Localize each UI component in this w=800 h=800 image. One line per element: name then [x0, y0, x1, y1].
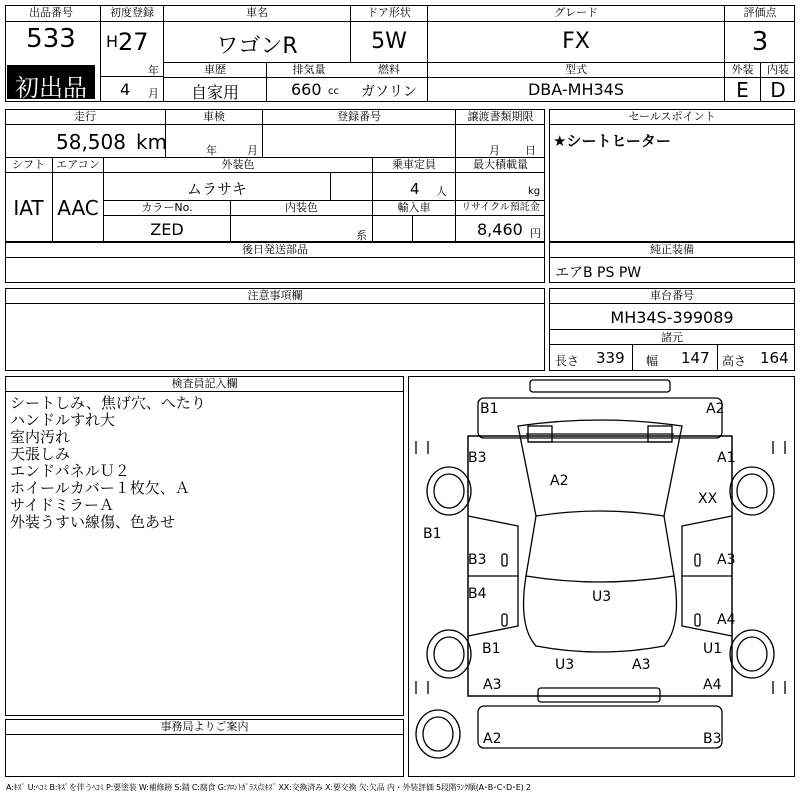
damage-mark: B1 — [482, 641, 501, 657]
damage-mark: A4 — [717, 612, 736, 628]
damage-mark: A1 — [717, 450, 736, 466]
mileage-label: 走行 — [74, 110, 96, 123]
model-label: 型式 — [565, 63, 587, 76]
later-parts-label: 後日発送部品 — [242, 243, 308, 256]
damage-mark: A2 — [550, 473, 569, 489]
shift: IAT — [13, 196, 44, 220]
damage-mark: U3 — [555, 657, 575, 673]
note-line: サイドミラーＡ — [10, 496, 114, 514]
damage-mark: B3 — [468, 450, 487, 466]
recycle-label: リサイクル預託金 — [461, 202, 540, 213]
capacity-label: 乗車定員 — [392, 158, 436, 171]
damage-mark: B3 — [468, 552, 487, 568]
door-type: 5W — [371, 29, 407, 54]
width-value: 147 — [681, 349, 710, 367]
transfer-month-unit: 月 — [489, 144, 500, 157]
note-line: 室内汚れ — [10, 428, 71, 446]
load-unit: kg — [528, 186, 541, 197]
damage-mark: A4 — [703, 677, 722, 693]
mileage: 58,508 — [56, 130, 126, 154]
int-color-label: 内装色 — [285, 201, 318, 214]
lot-number-label: 出品番号 — [29, 6, 73, 19]
model-code: DBA-MH34S — [527, 80, 624, 99]
fuel-label: 燃料 — [378, 63, 400, 76]
damage-mark: B4 — [468, 586, 487, 602]
damage-mark: A3 — [632, 657, 651, 673]
legend-text: A:ｷｽﾞ U:ﾍｺﾐ B:ｷｽﾞを伴うﾍｺﾐ P:要塗装 W:補修跡 S:錆 C:腐食 G:ﾌﾛﾝﾄｶﾞﾗｽ点ｷｽﾞ XX:交換済み X:要交換 欠:欠品 内・外装評価 5段階ﾗﾝｸ順(A･B･C･D･E) 2 — [6, 783, 531, 792]
ac-label: エアコン — [56, 158, 100, 171]
history: 自家用 — [190, 83, 239, 102]
first-reg-label: 初度登録 — [110, 6, 154, 19]
chassis-number: MH34S-399089 — [610, 308, 734, 327]
inspector-notes — [10, 395, 206, 531]
inspector-label: 検査員記入欄 — [171, 377, 238, 390]
year-unit: 年 — [148, 64, 159, 77]
height-label: 高さ — [722, 354, 747, 368]
displacement: 660 — [291, 80, 322, 99]
length-value: 339 — [596, 349, 625, 367]
length-label: 長さ — [555, 354, 580, 368]
lot-number: 533 — [26, 24, 76, 54]
specs-label: 諸元 — [661, 331, 683, 344]
inspection-month-unit: 月 — [247, 144, 258, 157]
int-score: D — [770, 78, 786, 102]
genuine-label: 純正装備 — [650, 243, 694, 256]
recycle-unit: 円 — [530, 227, 541, 240]
car-diagram — [408, 376, 795, 777]
color-label: 外装色 — [221, 158, 255, 171]
note-line: 外装うすい線傷、色あせ — [10, 513, 176, 531]
transfer-day-unit: 日 — [525, 144, 536, 157]
capacity: 4 — [410, 180, 420, 198]
grade-label: グレード — [554, 6, 598, 19]
car-name-label: 車名 — [246, 6, 268, 19]
sales-point-label: セールスポイント — [628, 110, 716, 123]
first-listing-text: 初出品 — [15, 74, 87, 102]
damage-mark: U3 — [592, 589, 612, 605]
color-no: ZED — [150, 220, 184, 239]
int-color-unit: 系 — [356, 229, 367, 242]
office-label: 事務局よりご案内 — [160, 720, 249, 733]
ext-score: E — [736, 78, 749, 102]
damage-mark: A3 — [717, 552, 736, 568]
capacity-unit: 人 — [436, 185, 447, 198]
note-line: ホイールカバー１枚欠、Ａ — [10, 479, 190, 497]
note-line: ハンドルすれ大 — [10, 411, 116, 429]
sales-point-text: ★シートヒーター — [553, 132, 671, 150]
era: H — [106, 32, 119, 51]
first-reg-year: 27 — [118, 28, 149, 56]
details-block — [5, 109, 545, 242]
inspection-label: 車検 — [203, 110, 225, 123]
height-value: 164 — [760, 349, 789, 367]
ext-label: 外装 — [731, 63, 754, 76]
damage-mark: B1 — [423, 526, 442, 542]
damage-mark: B3 — [703, 731, 722, 747]
month-unit: 月 — [148, 87, 159, 100]
grade: FX — [562, 29, 590, 54]
note-line: エンドパネルＵ２ — [10, 462, 130, 480]
caution-label: 注意事項欄 — [247, 289, 303, 302]
chassis-label: 車台番号 — [650, 289, 694, 302]
mileage-unit: km — [136, 130, 168, 154]
width-label: 幅 — [646, 354, 659, 368]
damage-mark: A2 — [483, 731, 502, 747]
history-label: 車歴 — [204, 63, 226, 76]
fuel: ガソリン — [361, 84, 417, 100]
note-line: シートしみ、焦げ穴、へたり — [10, 394, 206, 412]
exterior-color: ムラサキ — [186, 180, 247, 198]
inspection-year-unit: 年 — [206, 144, 217, 157]
recycle-fee: 8,460 — [477, 220, 523, 239]
score: 3 — [751, 27, 769, 57]
damage-mark: U1 — [703, 641, 723, 657]
damage-mark: A2 — [706, 401, 725, 417]
displacement-unit: cc — [328, 86, 339, 97]
damage-mark: B1 — [480, 401, 499, 417]
door-label: ドア形状 — [367, 6, 411, 19]
ac: AAC — [57, 196, 99, 220]
score-label: 評価点 — [743, 6, 777, 19]
damage-mark: A3 — [483, 677, 502, 693]
displacement-label: 排気量 — [292, 63, 326, 76]
int-label: 内装 — [767, 63, 789, 76]
first-reg-month: 4 — [120, 80, 131, 99]
import-label: 輸入車 — [397, 201, 431, 214]
load-label: 最大積載量 — [473, 158, 528, 171]
car-name: ワゴンR — [216, 34, 298, 59]
shift-label: シフト — [12, 158, 45, 171]
transfer-label: 譲渡書類期限 — [467, 110, 534, 123]
note-line: 天張しみ — [10, 445, 71, 463]
reg-no-label: 登録番号 — [337, 110, 381, 123]
damage-mark: XX — [698, 491, 718, 507]
genuine-equipment: エアB PS PW — [555, 265, 642, 281]
sales-point-box — [549, 109, 795, 242]
color-no-label: カラーNo. — [141, 201, 193, 214]
